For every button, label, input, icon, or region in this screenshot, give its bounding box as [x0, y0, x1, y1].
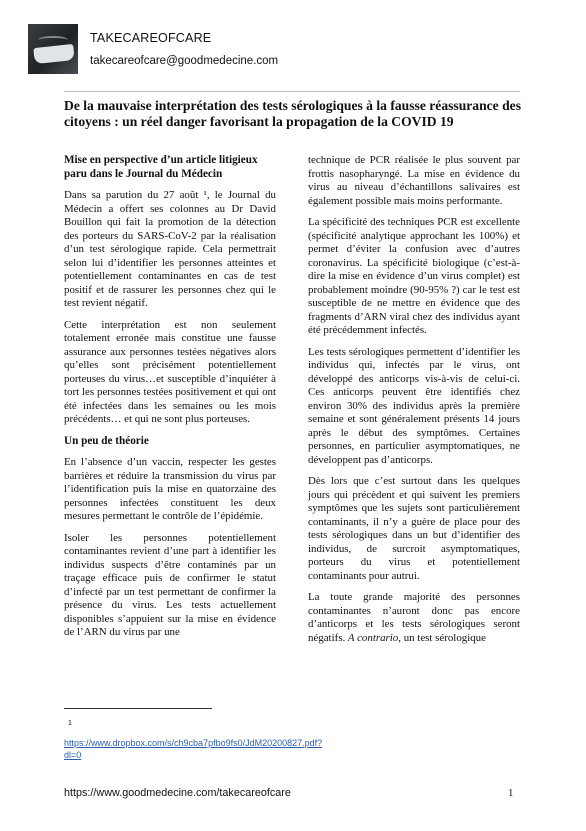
- paragraph: [308, 591, 520, 645]
- right-column: [308, 154, 520, 653]
- paragraph: Les tests sérologiques permettent d’identifier les individus qui, infectés par le virus, ont développé des anticorps vis-à-vis de celui-ci. Ces anticorps peuvent être identifiés chez environ 30% des individus après la première semaine et sont généralement présents 14 jours après le début des symptômes. Certaines personnes, en particulier asymptomatiques, ne développent pas d’anticorps.: [308, 345, 520, 466]
- header-divider: [64, 91, 520, 92]
- paragraph: Dans sa parution du 27 août ¹, le Journal du Médecin a offert ses colonnes au Dr David Bouillon qui fait la promotion de la détection des porteurs du SARS-CoV-2 par la réalisation d’un test sérologique rapide. Cela permettrait selon lui d’identifier les personnes atteintes et potentiellement contaminantes en cas de test positif et de rassurer les personnes chez qui le test revient négatif.: [64, 189, 276, 309]
- paragraph: technique de PCR réalisée le plus souvent par frottis nasopharyngé. La mise en évidence du virus au niveau d’échantillons salivaires est également possible mais moins performante.: [308, 154, 520, 207]
- brand-email[interactable]: takecareofcare@goodmedecine.com: [90, 55, 279, 67]
- section-heading-article: Mise en perspective d’un article litigieux paru dans le Journal du Médecin: [64, 154, 258, 180]
- footnote-divider: [64, 708, 212, 709]
- logo-mask: [33, 44, 74, 64]
- footnote-link[interactable]: https://www.dropbox.com/s/ch9cba7pfbo9fs0/JdM20200827.pdf?dl=0: [64, 738, 323, 760]
- footer-url[interactable]: https://www.goodmedecine.com/takecareofcare: [64, 787, 291, 799]
- paragraph: Cette interprétation est non seulement totalement erronée mais constitue une fausse assurance aux personnes testées négatives alors qu’elles sont précisément potentiellement porteuses du virus…et susceptible d’inquiéter à tort les personnes testées positivement et qui ont été infectées dans les semaines ou les mois précédents… et qui ne sont plus porteuses.: [64, 318, 276, 425]
- section-heading-theory: Un peu de théorie: [64, 434, 149, 447]
- paragraph: Isoler les personnes potentiellement contaminantes revient d’une part à identifier les individus suspects d’être contaminés par un traçage efficace puis de confirmer le statut d’infecté par un test permettant de confirmer la présence du virus. Les tests actuellement disponibles s’appuient sur la mise en évidence de l’ARN du virus par une: [64, 531, 276, 638]
- paragraph-text: , un test sérologique: [398, 631, 486, 644]
- paragraph-text: La toute grande majorité des personnes contaminantes n’auront donc pas encore d’anticorps et les tests sérologiques seront négatifs.: [308, 591, 520, 644]
- paragraph: La spécificité des techniques PCR est excellente (spécificité analytique approchant les 100%) et permet d’éviter la confusion avec d’autres coronavirus. La spécificité biologique (c’est-à-dire la mise en évidence d’un virus complet) est probablement moindre (90-95% ?) car le test est susceptible de ne mettre en évidence que des fragments d’ARN viral chez des individus ayant été précédemment infectés.: [308, 216, 520, 336]
- brand-name: TAKECAREOFCARE: [90, 31, 212, 45]
- left-column: [64, 154, 276, 648]
- page-number: 1: [508, 787, 514, 799]
- logo-eyes: [38, 36, 68, 44]
- paragraph-italic: A contrario: [347, 631, 399, 644]
- paragraph: En l’absence d’un vaccin, respecter les gestes barrières et réduire la transmission du virus par l’identification puis la mise en quatorzaine des personnes infectées constituent les deux mesures permettant le contrôle de l’épidémie.: [64, 456, 276, 522]
- paragraph: Dès lors que c’est surtout dans les quelques jours qui précèdent et qui suivent les premiers symptômes que les sujets sont particulièrement contaminants, il n’y a guère de place pour des tests sérologiques dans un but d’identifier des individus, de surcroit asymptomatiques, porteurs du virus et potentiellement contaminants pour autrui.: [308, 475, 520, 582]
- document-title: De la mauvaise interprétation des tests sérologiques à la fausse réassurance des citoyens : un réel danger favorisant la propagation de la COVID 19: [64, 98, 521, 129]
- takecareofcare-logo-icon: [28, 24, 78, 74]
- footnote-number: 1: [68, 720, 72, 727]
- page-header: [28, 24, 558, 74]
